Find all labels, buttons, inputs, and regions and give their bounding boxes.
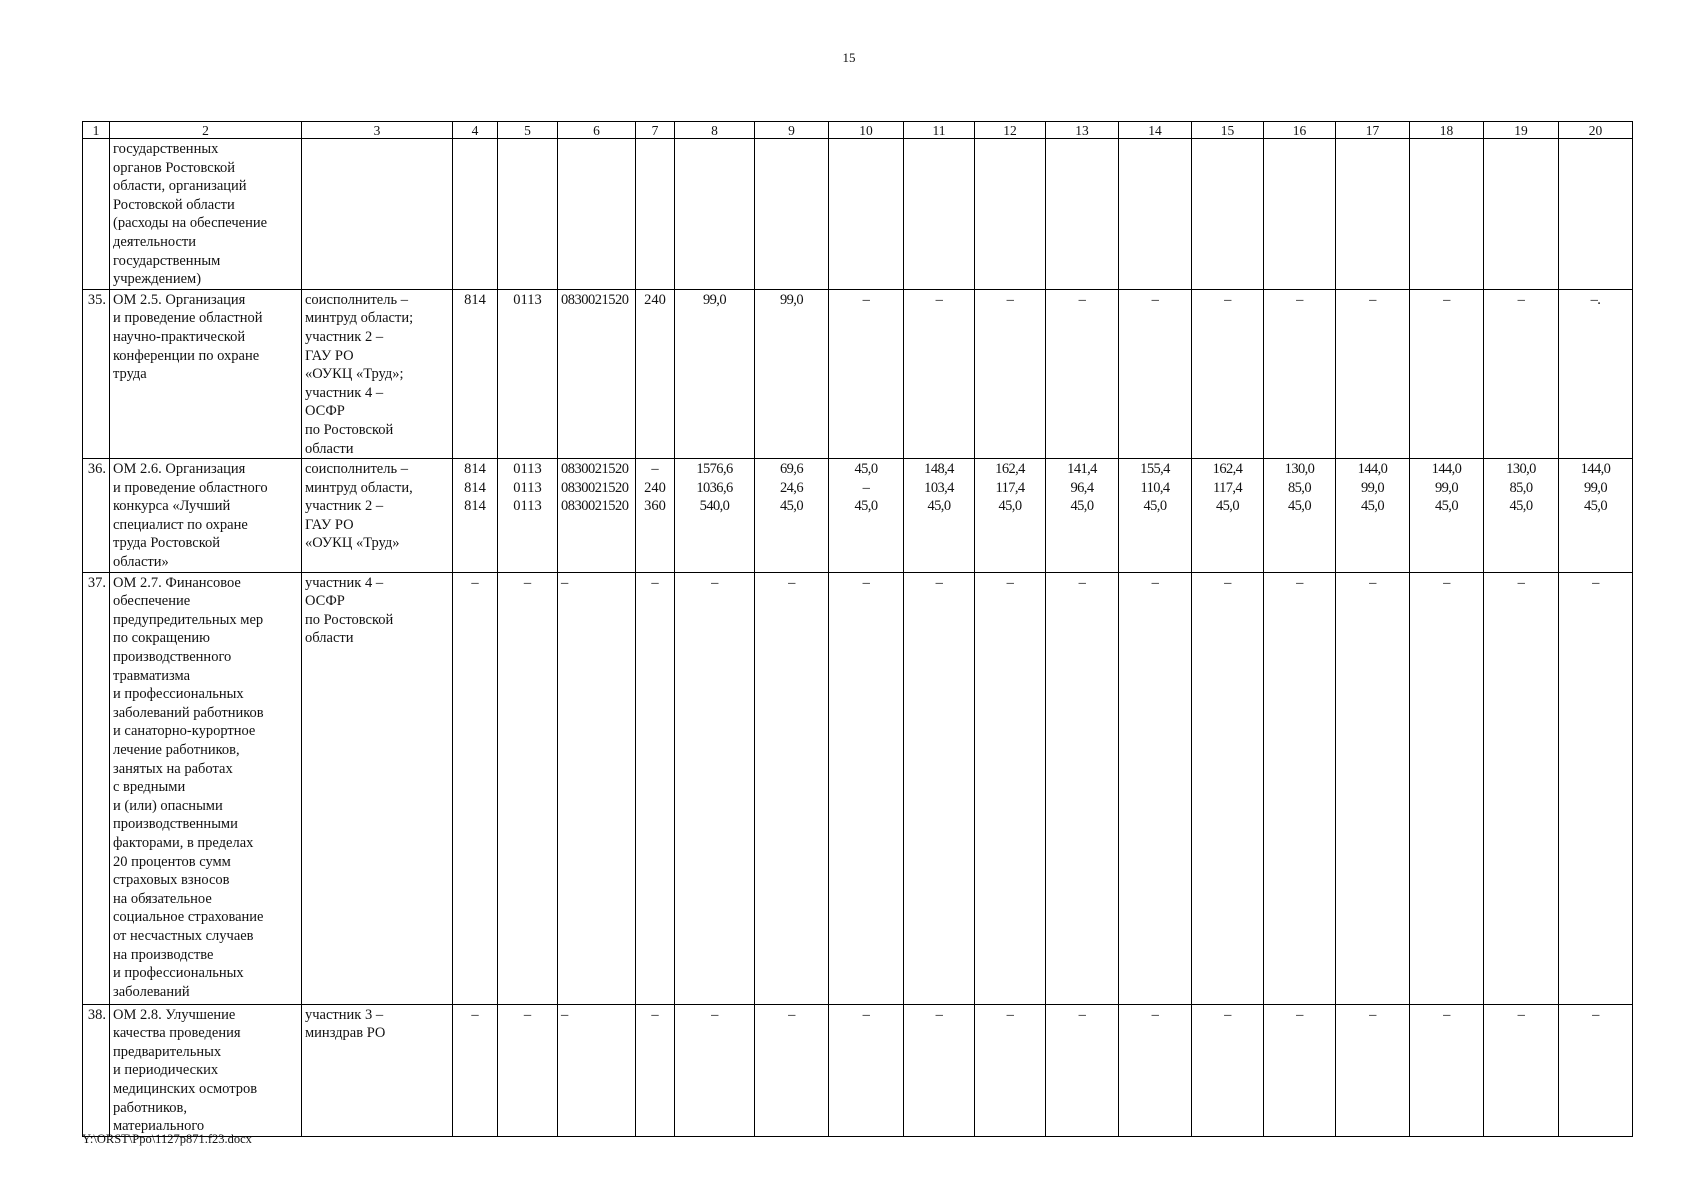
amount-cell: [675, 139, 755, 290]
responsible-cell: участник 3 – минздрав РО: [302, 1004, 453, 1136]
code-cell: [636, 139, 675, 290]
column-header-13: 13: [1046, 122, 1119, 139]
code-cell: [498, 139, 558, 290]
amount-cell: 148,4 103,4 45,0: [904, 459, 975, 573]
amount-cell: –: [1119, 289, 1192, 458]
amount-cell: 1576,6 1036,6 540,0: [675, 459, 755, 573]
amount-cell: –: [755, 572, 829, 1004]
column-header-1: 1: [83, 122, 110, 139]
amount-cell: –: [1410, 572, 1484, 1004]
amount-cell: –: [1119, 572, 1192, 1004]
column-header-17: 17: [1336, 122, 1410, 139]
code-cell: –: [498, 1004, 558, 1136]
table-row: [83, 572, 1633, 1004]
responsible-cell: [302, 139, 453, 290]
target-code-cell: 0830021520 0830021520 0830021520: [558, 459, 636, 573]
amount-cell: [1336, 139, 1410, 290]
target-code-cell: 0830021520: [558, 289, 636, 458]
column-header-20: 20: [1559, 122, 1633, 139]
amount-cell: –: [1046, 572, 1119, 1004]
amount-cell: –: [675, 1004, 755, 1136]
amount-cell: –: [1192, 289, 1264, 458]
amount-cell: –: [1264, 1004, 1336, 1136]
responsible-cell: соисполнитель – минтруд области; участник 2 – ГАУ РО «ОУКЦ «Труд»; участник 4 – ОСФР по Ростовской области: [302, 289, 453, 458]
row-number-cell: 38.: [83, 1004, 110, 1136]
row-number-cell: 36.: [83, 459, 110, 573]
measure-name-cell: государственных органов Ростовской области, организаций Ростовской области (расходы на обеспечение деятельности государственным учреждением): [110, 139, 302, 290]
code-cell: –: [453, 572, 498, 1004]
column-header-15: 15: [1192, 122, 1264, 139]
amount-cell: –: [1559, 1004, 1633, 1136]
measure-name-cell: ОМ 2.5. Организация и проведение областной научно-практической конференции по охране труда: [110, 289, 302, 458]
code-cell: –: [498, 572, 558, 1004]
amount-cell: –: [675, 572, 755, 1004]
amount-cell: [1192, 139, 1264, 290]
amount-cell: –: [1559, 572, 1633, 1004]
amount-cell: –: [904, 1004, 975, 1136]
amount-cell: –: [1484, 289, 1559, 458]
code-cell: 240: [636, 289, 675, 458]
amount-cell: –: [1119, 1004, 1192, 1136]
amount-cell: 162,4 117,4 45,0: [975, 459, 1046, 573]
amount-cell: –: [829, 289, 904, 458]
column-header-10: 10: [829, 122, 904, 139]
amount-cell: [755, 139, 829, 290]
amount-cell: –: [904, 572, 975, 1004]
amount-cell: 69,6 24,6 45,0: [755, 459, 829, 573]
column-header-5: 5: [498, 122, 558, 139]
measure-name-cell: ОМ 2.6. Организация и проведение областного конкурса «Лучший специалист по охране труда Ростовской области»: [110, 459, 302, 573]
responsible-cell: участник 4 – ОСФР по Ростовской области: [302, 572, 453, 1004]
column-header-18: 18: [1410, 122, 1484, 139]
table-row: [83, 289, 1633, 458]
amount-cell: –: [1046, 1004, 1119, 1136]
file-path-footer: Y:\ORST\Ppo\1127p871.f23.docx: [82, 1132, 252, 1146]
code-cell: 0113: [498, 289, 558, 458]
table-row: [83, 1004, 1633, 1136]
column-header-8: 8: [675, 122, 755, 139]
code-cell: 0113 0113 0113: [498, 459, 558, 573]
amount-cell: 144,0 99,0 45,0: [1559, 459, 1633, 573]
code-cell: – 240 360: [636, 459, 675, 573]
amount-cell: 144,0 99,0 45,0: [1410, 459, 1484, 573]
code-cell: –: [453, 1004, 498, 1136]
row-number-cell: 35.: [83, 289, 110, 458]
column-header-9: 9: [755, 122, 829, 139]
table-header-row: [83, 122, 1633, 139]
code-cell: –: [636, 572, 675, 1004]
row-number-cell: [83, 139, 110, 290]
amount-cell: [1119, 139, 1192, 290]
amount-cell: [1559, 139, 1633, 290]
amount-cell: 162,4 117,4 45,0: [1192, 459, 1264, 573]
amount-cell: 141,4 96,4 45,0: [1046, 459, 1119, 573]
code-cell: 814: [453, 289, 498, 458]
code-cell: [453, 139, 498, 290]
amount-cell: –: [1484, 1004, 1559, 1136]
code-cell: –: [636, 1004, 675, 1136]
measure-name-cell: ОМ 2.8. Улучшение качества проведения предварительных и периодических медицинских осмотров работников, материального: [110, 1004, 302, 1136]
column-header-16: 16: [1264, 122, 1336, 139]
column-header-2: 2: [110, 122, 302, 139]
amount-cell: –: [1484, 572, 1559, 1004]
amount-cell: –: [1264, 289, 1336, 458]
amount-cell: –.: [1559, 289, 1633, 458]
amount-cell: [1484, 139, 1559, 290]
table-row: [83, 459, 1633, 573]
page-number: 15: [842, 50, 856, 65]
amount-cell: [1264, 139, 1336, 290]
column-header-4: 4: [453, 122, 498, 139]
amount-cell: [1410, 139, 1484, 290]
amount-cell: [1046, 139, 1119, 290]
amount-cell: –: [1336, 1004, 1410, 1136]
responsible-cell: соисполнитель – минтруд области, участник 2 – ГАУ РО «ОУКЦ «Труд»: [302, 459, 453, 573]
amount-cell: –: [1264, 572, 1336, 1004]
row-number-cell: 37.: [83, 572, 110, 1004]
target-code-cell: –: [558, 572, 636, 1004]
amount-cell: [975, 139, 1046, 290]
measure-name-cell: ОМ 2.7. Финансовое обеспечение предупредительных мер по сокращению производственного травматизма и профессиональных заболеваний работников и санаторно-курортное лечение работников, занятых на работах с вредными и (или) опасными производственными факторами, в пределах 20 процентов сумм страховых взносов на обязательное социальное страхование от несчастных случаев на производстве и профессиональных заболеваний: [110, 572, 302, 1004]
amount-cell: –: [1410, 1004, 1484, 1136]
amount-cell: –: [1336, 289, 1410, 458]
column-header-12: 12: [975, 122, 1046, 139]
column-header-14: 14: [1119, 122, 1192, 139]
code-cell: 814 814 814: [453, 459, 498, 573]
amount-cell: –: [1192, 572, 1264, 1004]
amount-cell: –: [1336, 572, 1410, 1004]
amount-cell: –: [1046, 289, 1119, 458]
amount-cell: 144,0 99,0 45,0: [1336, 459, 1410, 573]
amount-cell: 130,0 85,0 45,0: [1264, 459, 1336, 573]
column-header-19: 19: [1484, 122, 1559, 139]
table-row: [83, 139, 1633, 290]
amount-cell: [904, 139, 975, 290]
amount-cell: –: [904, 289, 975, 458]
amount-cell: 155,4 110,4 45,0: [1119, 459, 1192, 573]
amount-cell: –: [975, 572, 1046, 1004]
amount-cell: 99,0: [675, 289, 755, 458]
amount-cell: –: [755, 1004, 829, 1136]
amount-cell: –: [975, 1004, 1046, 1136]
amount-cell: –: [975, 289, 1046, 458]
amount-cell: –: [1192, 1004, 1264, 1136]
amount-cell: 99,0: [755, 289, 829, 458]
amount-cell: –: [829, 1004, 904, 1136]
amount-cell: –: [829, 572, 904, 1004]
target-code-cell: –: [558, 1004, 636, 1136]
column-header-6: 6: [558, 122, 636, 139]
amount-cell: –: [1410, 289, 1484, 458]
amount-cell: 130,0 85,0 45,0: [1484, 459, 1559, 573]
column-header-11: 11: [904, 122, 975, 139]
amount-cell: [829, 139, 904, 290]
column-header-7: 7: [636, 122, 675, 139]
amount-cell: 45,0 – 45,0: [829, 459, 904, 573]
column-header-3: 3: [302, 122, 453, 139]
budget-table: [82, 121, 1633, 1137]
target-code-cell: [558, 139, 636, 290]
